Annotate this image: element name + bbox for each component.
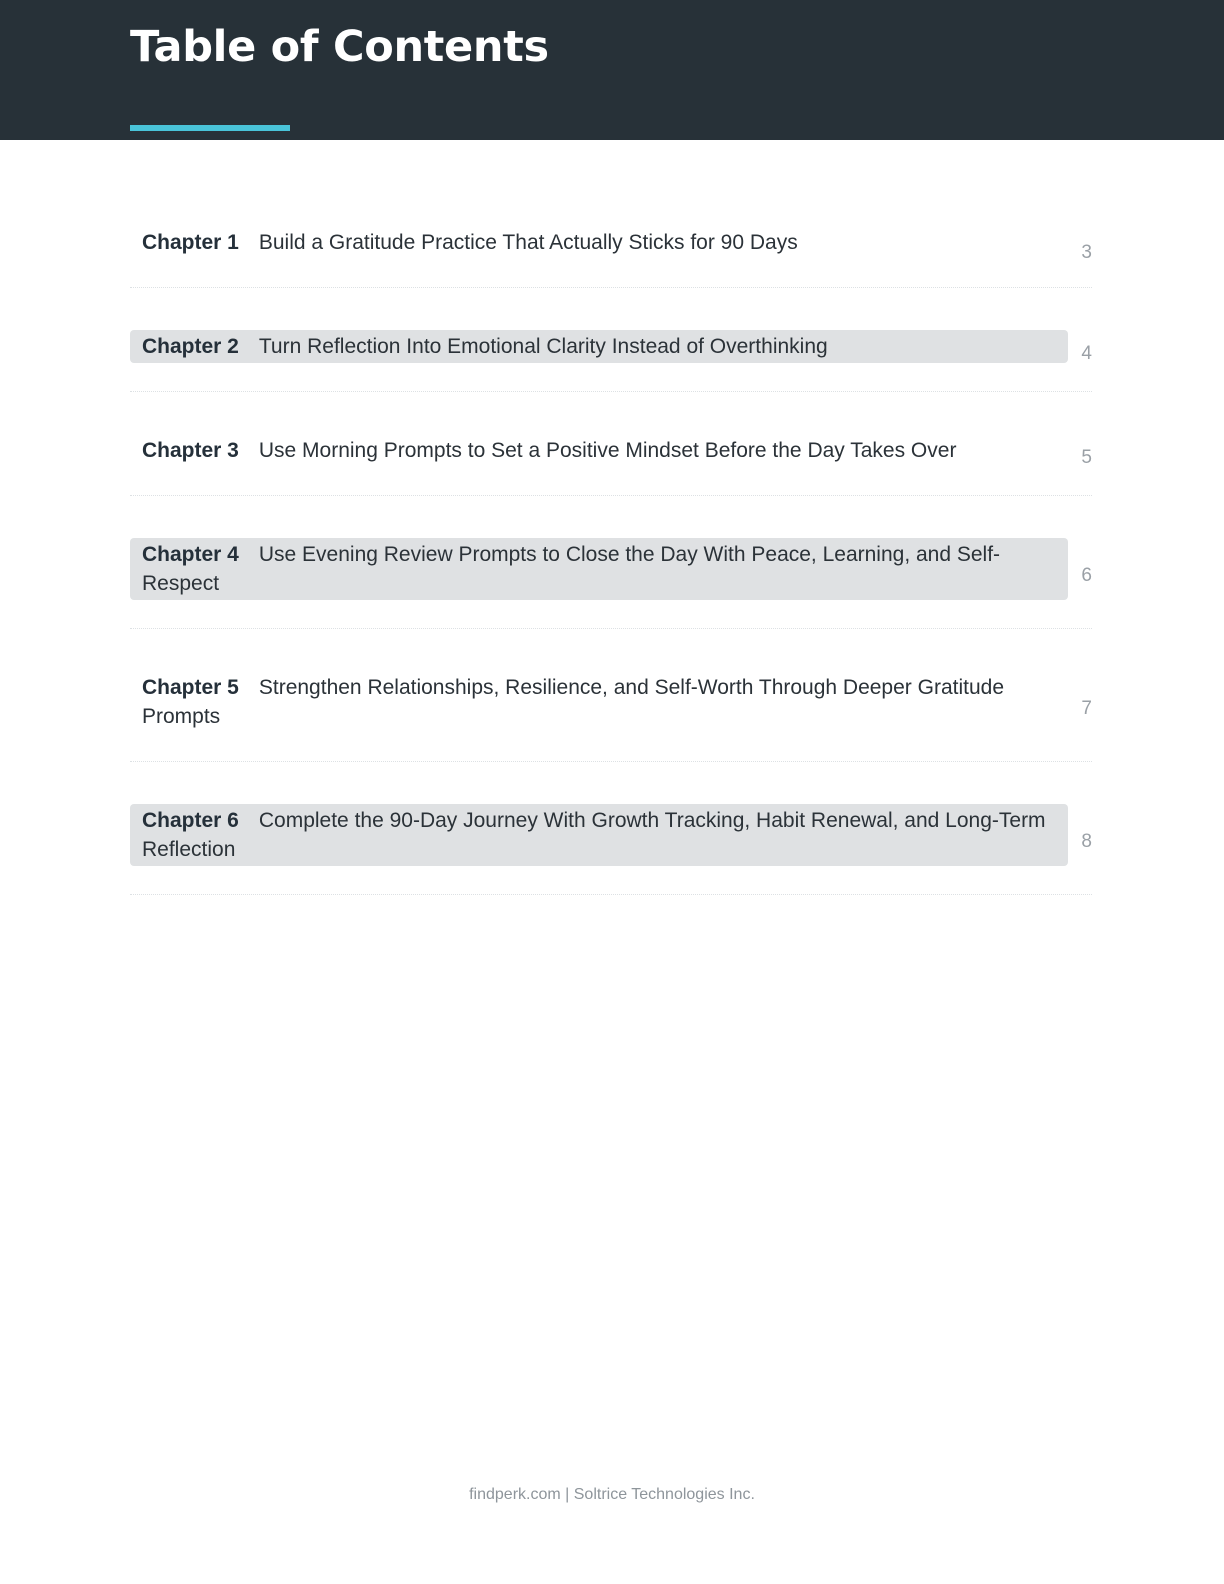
page-number: 7 [1081, 698, 1092, 719]
toc-entry-chapter-1[interactable] [130, 210, 1092, 288]
toc-entry-chapter-6[interactable] [130, 762, 1092, 895]
toc-entry-text [130, 434, 1068, 467]
page-number: 6 [1081, 565, 1092, 586]
toc-entry-text [130, 804, 1068, 866]
page-number: 3 [1081, 241, 1092, 263]
toc-entry-chapter-5[interactable] [130, 629, 1092, 762]
chapter-label: Chapter 5 [142, 676, 239, 699]
page-footer: findperk.com | Soltrice Technologies Inc. [469, 1486, 755, 1503]
toc-entry-chapter-4[interactable] [130, 496, 1092, 629]
toc-entry-text [130, 671, 1068, 733]
toc-entry-text [130, 538, 1068, 600]
toc-entry-chapter-2[interactable] [130, 288, 1092, 392]
chapter-label: Chapter 2 [142, 335, 239, 358]
toc-entry-text [130, 226, 1068, 259]
chapter-title: Turn Reflection Into Emotional Clarity Instead of Overthinking [258, 335, 828, 358]
chapter-title: Use Morning Prompts to Set a Positive Mindset Before the Day Takes Over [258, 439, 957, 462]
chapter-label: Chapter 3 [142, 439, 239, 462]
page-number: 8 [1081, 831, 1092, 852]
chapter-label: Chapter 6 [142, 809, 239, 832]
toc-entry-chapter-3[interactable] [130, 392, 1092, 496]
chapter-label: Chapter 1 [142, 231, 239, 254]
chapter-title: Strengthen Relationships, Resilience, and Self-Worth Through Deeper Gratitude Prompts [142, 676, 1005, 728]
page-number: 5 [1081, 446, 1092, 468]
title-accent-bar [130, 125, 290, 131]
page-number: 4 [1081, 342, 1092, 364]
toc-entry-text [130, 330, 1068, 363]
chapter-label: Chapter 4 [142, 543, 239, 566]
chapter-title: Use Evening Review Prompts to Close the Day With Peace, Learning, and Self-Respect [142, 543, 1001, 595]
page-header [0, 0, 1224, 140]
chapter-title: Build a Gratitude Practice That Actually Sticks for 90 Days [258, 231, 798, 254]
page-title: Table of Contents [130, 22, 549, 72]
chapter-title: Complete the 90-Day Journey With Growth Tracking, Habit Renewal, and Long-Term Reflection [142, 809, 1046, 861]
table-of-contents [130, 210, 1092, 895]
